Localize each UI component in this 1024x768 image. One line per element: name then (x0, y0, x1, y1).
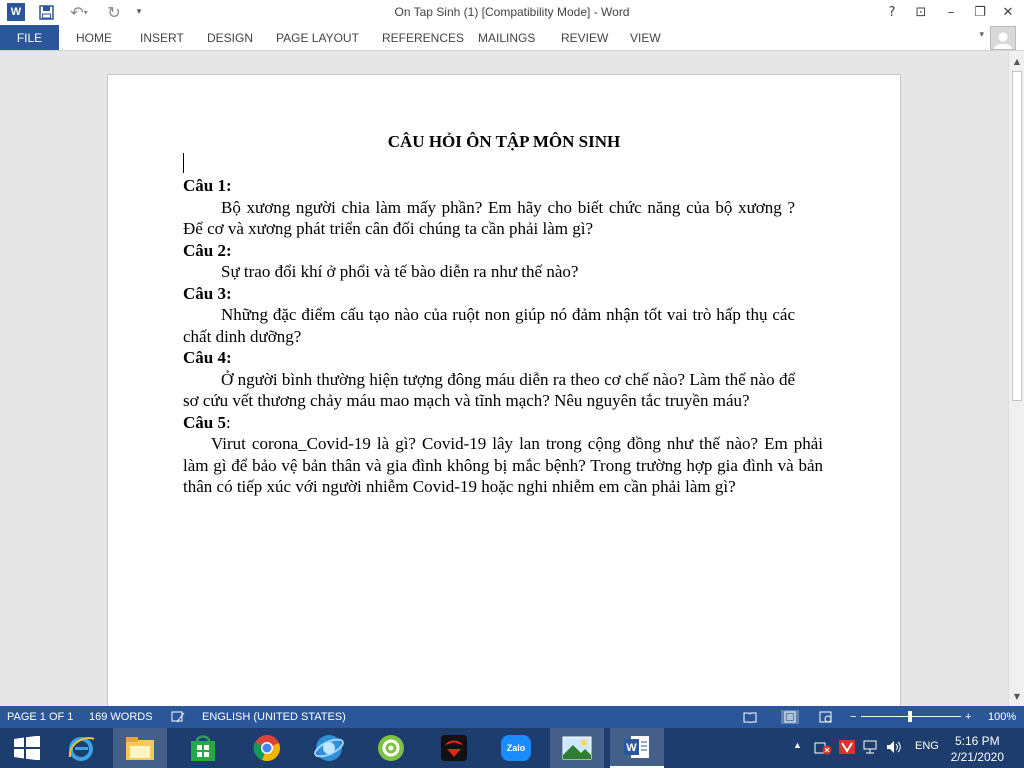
print-layout-icon[interactable] (781, 710, 799, 724)
tab-mailings[interactable]: MAILINGS (478, 31, 536, 45)
zoom-out-button[interactable]: − (850, 711, 857, 723)
undo-icon[interactable]: ↶ ▾ (70, 2, 88, 22)
user-avatar[interactable] (990, 26, 1016, 50)
clock-date: 2/21/2020 (950, 750, 1004, 764)
user-icon (993, 30, 1013, 49)
status-bar (0, 706, 1024, 728)
tab-file[interactable]: FILE (0, 25, 59, 50)
question-heading: Câu 2: (183, 240, 232, 260)
antivirus-icon[interactable] (838, 739, 856, 758)
tab-insert[interactable]: INSERT (140, 31, 184, 45)
page-count[interactable]: PAGE 1 OF 1 (7, 711, 74, 723)
customize-toolbar-icon[interactable]: ▾ (136, 7, 142, 17)
coccoc-browser-icon[interactable] (364, 728, 418, 768)
restore-button[interactable]: ❐ (974, 4, 986, 20)
tab-home[interactable]: HOME (76, 31, 112, 45)
question-text: Ở người bình thường hiện tượng đông máu diễn ra theo cơ chế nào? Làm thế nào để sơ cứu vết thương chảy máu mao mạch và tĩnh mạch? Nêu nguyên tắc truyền máu? (183, 369, 795, 410)
zalo-icon: Zalo (501, 735, 531, 761)
redo-icon[interactable]: ↻ (107, 2, 121, 22)
document-body[interactable] (183, 175, 823, 498)
tab-view[interactable]: VIEW (630, 31, 661, 45)
language-indicator[interactable]: ENGLISH (UNITED STATES) (202, 711, 346, 723)
scroll-thumb[interactable] (1012, 71, 1022, 401)
document-title: CÂU HỎI ÔN TẬP MÔN SINH (387, 132, 621, 151)
text-cursor (183, 153, 184, 173)
close-button[interactable]: ✕ (1002, 4, 1014, 20)
start-button[interactable] (0, 728, 54, 768)
network-warning-icon[interactable] (814, 739, 832, 758)
word-app-icon[interactable]: W (7, 3, 25, 21)
question-heading: Câu 4: (183, 348, 232, 367)
windows-logo-icon (14, 736, 40, 760)
vertical-scrollbar[interactable] (1008, 51, 1024, 706)
photos-viewer-icon[interactable] (550, 728, 604, 768)
ribbon-expand-icon[interactable]: ▾ (979, 30, 984, 40)
svg-text:W: W (626, 742, 637, 754)
minimize-button[interactable]: – (947, 4, 955, 20)
question-text: Virut corona_Covid-19 là gì? Covid-19 lây lan trong cộng đồng như thế nào? Em phải làm gì để bảo vệ bản thân và gia đình không bị mắc bệnh? Trong trường hợp gia đình và bản thân có tiếp xúc với người nhiễm Covid-19 hoặc nghi nhiễm em cần phải làm gì? (183, 434, 823, 496)
zoom-level[interactable]: 100% (988, 711, 1017, 723)
question-heading-colon: : (225, 412, 231, 432)
internet-explorer-icon[interactable] (54, 728, 108, 768)
taskbar (0, 728, 1024, 768)
document-page[interactable] (107, 74, 901, 706)
help-button[interactable]: ? (888, 4, 896, 20)
show-hidden-icons[interactable]: ▲ (793, 740, 802, 750)
window-title: On Tap Sinh (1) [Compatibility Mode] - Word (394, 5, 630, 19)
question-heading: Câu 1: (183, 176, 232, 195)
question-heading: Câu 3: (183, 283, 232, 303)
clock-time: 5:16 PM (954, 734, 1000, 748)
browser-globe-icon[interactable] (302, 728, 356, 768)
garena-icon[interactable] (427, 728, 481, 768)
tab-references[interactable]: REFERENCES (382, 31, 465, 45)
ribbon-tabs (0, 25, 1024, 51)
network-icon[interactable] (862, 739, 878, 758)
scroll-up-icon[interactable]: ▲ (1013, 56, 1021, 66)
proofing-icon[interactable] (171, 710, 185, 724)
chrome-icon[interactable] (240, 728, 294, 768)
question-text: Những đặc điểm cấu tạo nào của ruột non giúp nó đảm nhận tốt vai trò hấp thụ các chất dinh dưỡng? (183, 305, 795, 346)
store-icon[interactable] (176, 728, 230, 768)
question-text: Bộ xương người chia làm mấy phần? Em hãy cho biết chức năng của bộ xương ? Để cơ và xương phát triển cân đối chúng ta cần phải làm gì? (183, 197, 795, 238)
system-clock[interactable] (951, 733, 1004, 765)
document-area (0, 51, 1008, 706)
tab-page-layout[interactable]: PAGE LAYOUT (276, 31, 359, 45)
volume-icon[interactable] (885, 739, 903, 758)
web-layout-icon[interactable] (819, 710, 833, 724)
tab-design[interactable]: DESIGN (207, 31, 254, 45)
scroll-down-icon[interactable]: ▼ (1013, 691, 1021, 701)
question-text: Sự trao đổi khí ở phổi và tế bào diễn ra như thế nào? (221, 262, 579, 281)
question-heading: Câu 5 (183, 412, 226, 432)
ribbon-display-options-button[interactable]: ⊡ (915, 4, 927, 20)
zalo-app[interactable] (489, 728, 543, 768)
input-language[interactable]: ENG (915, 740, 939, 752)
title-bar (0, 0, 1024, 25)
zoom-in-button[interactable]: + (965, 711, 972, 723)
question-heading-row (183, 412, 795, 434)
file-explorer-icon[interactable] (113, 728, 167, 768)
read-mode-icon[interactable] (743, 710, 757, 724)
zoom-slider-thumb[interactable] (908, 711, 912, 722)
word-count[interactable]: 169 WORDS (89, 711, 153, 723)
tab-review[interactable]: REVIEW (561, 31, 609, 45)
word-taskbar-icon[interactable] (610, 728, 664, 768)
